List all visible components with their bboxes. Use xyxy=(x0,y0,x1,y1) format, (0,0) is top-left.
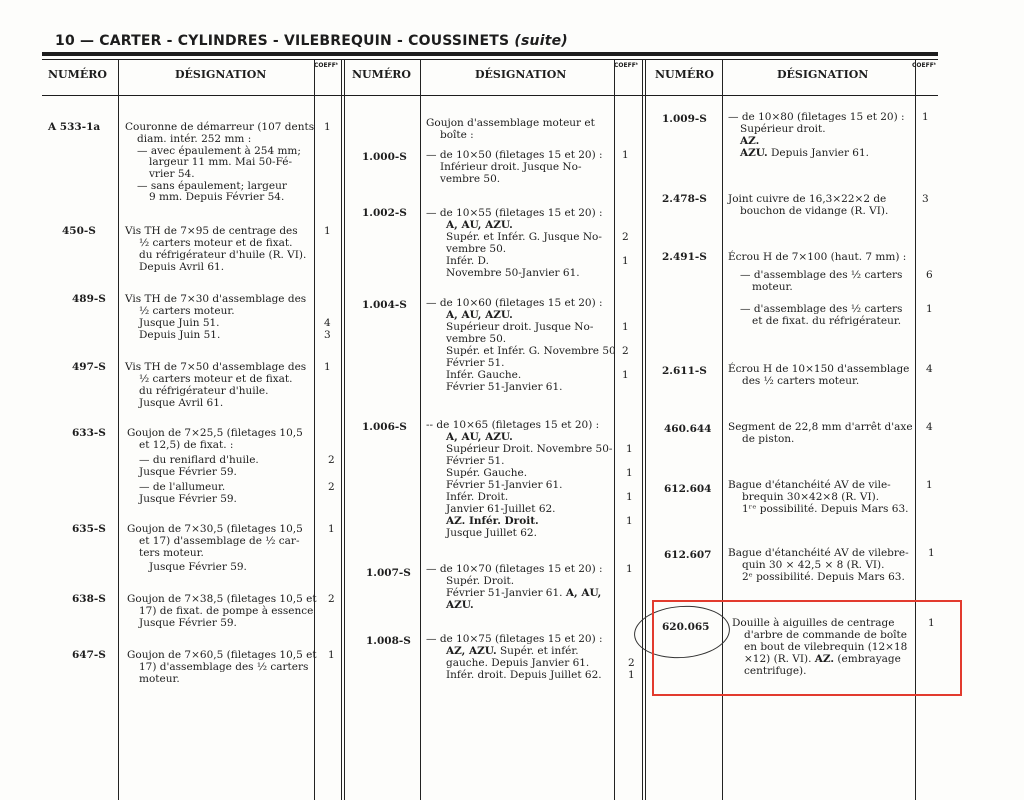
highlight-box xyxy=(652,600,962,696)
part-number: 2.611-S xyxy=(662,365,707,377)
coeff-value: 3 xyxy=(922,193,929,205)
coeff-value: 1 xyxy=(324,121,331,133)
coeff-value: 1 xyxy=(928,547,935,559)
header-designation: DÉSIGNATION xyxy=(475,68,567,81)
column-divider xyxy=(420,60,421,800)
column-divider xyxy=(118,60,119,800)
part-number: 633-S xyxy=(72,427,106,439)
part-number: 612.604 xyxy=(664,483,712,495)
header-numero: NUMÉRO xyxy=(352,68,411,81)
coeff-value: 1 xyxy=(626,515,633,527)
part-number: 1.009-S xyxy=(662,113,707,125)
header-designation: DÉSIGNATION xyxy=(175,68,267,81)
page-title xyxy=(55,33,568,49)
header-coeff: COEFFᵗ xyxy=(912,62,937,69)
part-number: 1.007-S xyxy=(366,567,411,579)
column-divider xyxy=(642,60,643,800)
part-number: 450-S xyxy=(62,225,96,237)
header-coeff: COEFFᵗ xyxy=(614,62,639,69)
part-number: 1.008-S xyxy=(366,635,411,647)
coeff-value: 2 xyxy=(622,231,629,243)
coeff-value: 1 xyxy=(622,369,629,381)
part-number: 2.478-S xyxy=(662,193,707,205)
part-number: 1.002-S xyxy=(362,207,407,219)
coeff-value: 1 xyxy=(626,443,633,455)
part-number: 612.607 xyxy=(664,549,712,561)
part-number: 635-S xyxy=(72,523,106,535)
coeff-value: 2 xyxy=(328,454,335,466)
column-divider xyxy=(341,60,342,800)
part-number: 2.491-S xyxy=(662,251,707,263)
part-number: 1.000-S xyxy=(362,151,407,163)
column-divider xyxy=(645,60,646,800)
coeff-value: 1 xyxy=(324,361,331,373)
page-title-suffix: (suite) xyxy=(514,33,568,49)
part-number: 638-S xyxy=(72,593,106,605)
part-number: 489-S xyxy=(72,293,106,305)
header-rule xyxy=(42,95,938,96)
part-number: 460.644 xyxy=(664,423,712,435)
part-number: 1.006-S xyxy=(362,421,407,433)
coeff-value: 1 xyxy=(926,303,933,315)
coeff-value: 1 xyxy=(626,563,633,575)
coeff-value: 2 xyxy=(622,345,629,357)
coeff-value: 1 xyxy=(328,523,335,535)
coeff-value: 4 xyxy=(926,421,933,433)
part-number: 1.004-S xyxy=(362,299,407,311)
header-coeff: COEFFᵗ xyxy=(314,62,339,69)
part-number: 620.065 xyxy=(662,621,710,633)
coeff-value: 1 xyxy=(626,467,633,479)
coeff-value: 1 xyxy=(622,149,629,161)
coeff-value: 6 xyxy=(926,269,933,281)
header-designation: DÉSIGNATION xyxy=(777,68,869,81)
coeff-value: 2 xyxy=(328,481,335,493)
coeff-value: 3 xyxy=(324,329,331,341)
page-title-text: — CARTER - CYLINDRES - VILEBREQUIN - COUSSINETS xyxy=(79,33,510,49)
coeff-value: 2 xyxy=(628,657,635,669)
coeff-value: 4 xyxy=(324,317,331,329)
header-numero: NUMÉRO xyxy=(655,68,714,81)
coeff-value: 1 xyxy=(324,225,331,237)
coeff-value: 1 xyxy=(626,491,633,503)
part-number: 497-S xyxy=(72,361,106,373)
coeff-value: 1 xyxy=(928,617,935,629)
page-number: 10 xyxy=(55,33,75,49)
column-divider xyxy=(314,60,315,800)
column-divider xyxy=(614,60,615,800)
part-number: A 533-1a xyxy=(48,121,101,133)
coeff-value: 1 xyxy=(622,255,629,267)
coeff-value: 2 xyxy=(328,593,335,605)
coeff-value: 1 xyxy=(922,111,929,123)
coeff-value: 4 xyxy=(926,363,933,375)
title-rule-thick xyxy=(42,52,938,56)
coeff-value: 1 xyxy=(622,321,629,333)
title-rule-thin xyxy=(42,59,938,60)
coeff-value: 1 xyxy=(328,649,335,661)
part-number: 647-S xyxy=(72,649,106,661)
coeff-value: 1 xyxy=(628,669,635,681)
header-numero: NUMÉRO xyxy=(48,68,107,81)
column-divider xyxy=(344,60,345,800)
coeff-value: 1 xyxy=(926,479,933,491)
